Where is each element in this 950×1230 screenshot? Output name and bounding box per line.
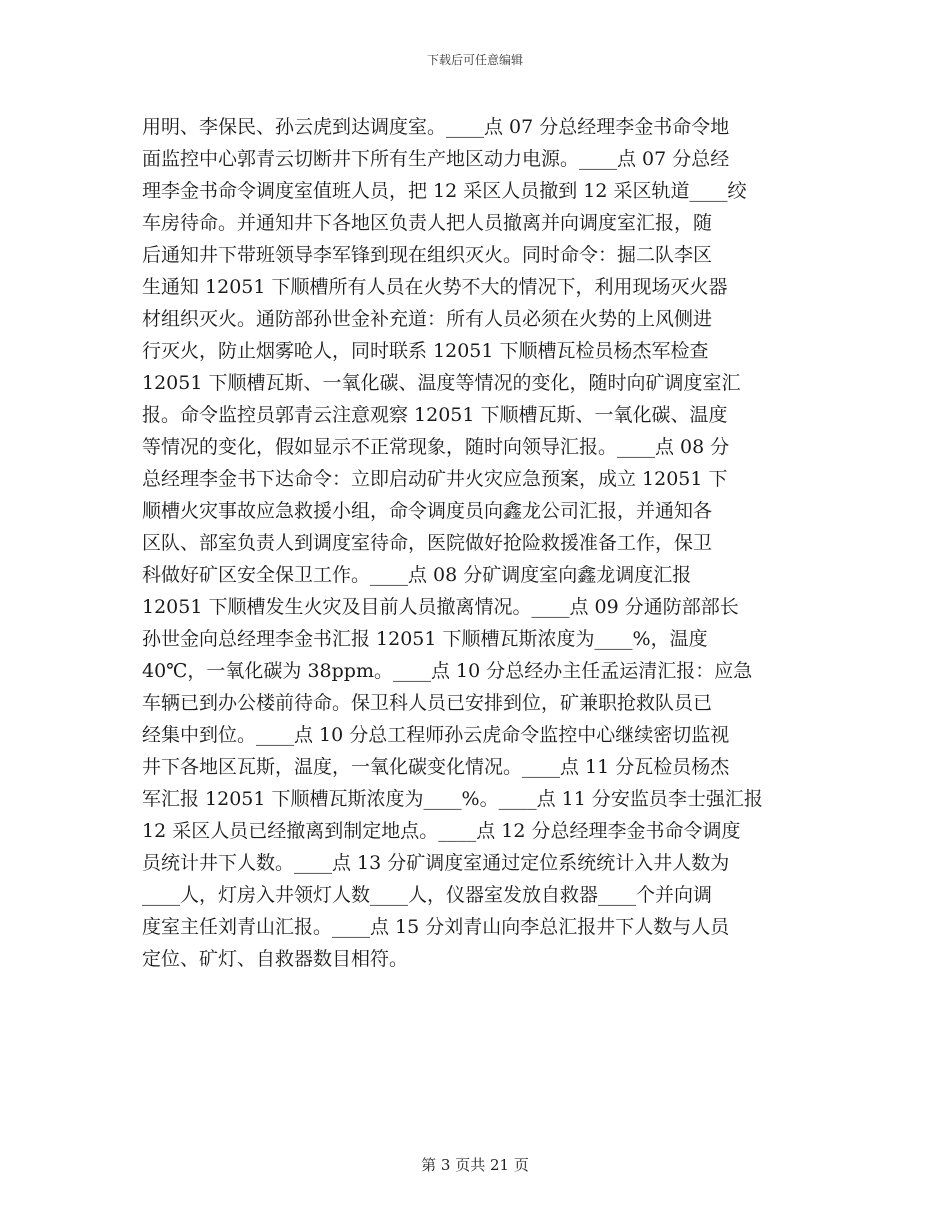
text-line: 行灭火，防止烟雾呛人，同时联系 12051 下顺槽瓦检员杨杰军检查: [142, 340, 709, 362]
text-line: 顺槽火灾事故应急救援小组，命令调度员向鑫龙公司汇报，并通知各: [142, 500, 713, 522]
text-line: 生通知 12051 下顺槽所有人员在火势不大的情况下，利用现场灭火器: [142, 276, 728, 298]
text-line: 军汇报 12051 下顺槽瓦斯浓度为____%。____点 11 分安监员李士强汇报: [142, 788, 763, 810]
body-text: [142, 111, 812, 975]
page-number: 第 3 页共 21 页: [421, 1156, 529, 1174]
text-line: 度室主任刘青山汇报。____点 15 分刘青山向李总汇报井下人数与人员: [142, 916, 730, 938]
text-line: 总经理李金书下达命令：立即启动矿井火灾应急预案，成立 12051 下: [142, 468, 728, 490]
text-line: 车辆已到办公楼前待命。保卫科人员已安排到位，矿兼职抢救队员已: [142, 692, 713, 714]
text-line: 经集中到位。____点 10 分总工程师孙云虎命令监控中心继续密切监视: [142, 724, 730, 746]
text-line: 12051 下顺槽瓦斯、一氧化碳、温度等情况的变化，随时向矿调度室汇: [142, 372, 741, 394]
page-header: 下载后可任意编辑: [426, 53, 523, 67]
text-line: 12 采区人员已经撤离到制定地点。____点 12 分总经理李金书命令调度: [142, 820, 741, 842]
text-line: 等情况的变化，假如显示不正常现象，随时向领导汇报。____点 08 分: [142, 436, 730, 458]
text-line: 员统计井下人数。____点 13 分矿调度室通过定位系统统计入井人数为: [142, 852, 730, 874]
text-line: 定位、矿灯、自救器数目相符。: [142, 948, 409, 970]
text-line: ____人，灯房入井领灯人数____人，仪器室发放自救器____个并向调: [142, 884, 713, 906]
text-line: 井下各地区瓦斯，温度，一氧化碳变化情况。____点 11 分瓦检员杨杰: [142, 756, 730, 778]
text-line: 后通知井下带班领导李军锋到现在组织灭火。同时命令：掘二队李区: [142, 244, 713, 266]
text-line: 科做好矿区安全保卫工作。____点 08 分矿调度室向鑫龙调度汇报: [142, 564, 692, 586]
text-line: 区队、部室负责人到调度室待命，医院做好抢险救援准备工作，保卫: [142, 532, 713, 554]
text-line: 40℃，一氧化碳为 38ppm。____点 10 分总经办主任孟运清汇报：应急: [142, 660, 753, 682]
text-line: 材组织灭火。通防部孙世金补充道：所有人员必须在火势的上风侧进: [142, 308, 713, 330]
text-line: 车房待命。并通知井下各地区负责人把人员撤离并向调度室汇报，随: [142, 212, 713, 234]
text-line: 12051 下顺槽发生火灾及目前人员撤离情况。____点 09 分通防部部长: [142, 596, 739, 618]
text-line: 报。命令监控员郭青云注意观察 12051 下顺槽瓦斯、一氧化碳、温度: [142, 404, 728, 426]
text-line: 用明、李保民、孙云虎到达调度室。____点 07 分总经理李金书命令地: [142, 116, 730, 138]
text-line: 理李金书命令调度室值班人员，把 12 采区人员撤到 12 采区轨道____绞: [142, 180, 747, 202]
text-line: 面监控中心郭青云切断井下所有生产地区动力电源。____点 07 分总经: [142, 148, 730, 170]
text-line: 孙世金向总经理李金书汇报 12051 下顺槽瓦斯浓度为____%，温度: [142, 628, 708, 650]
